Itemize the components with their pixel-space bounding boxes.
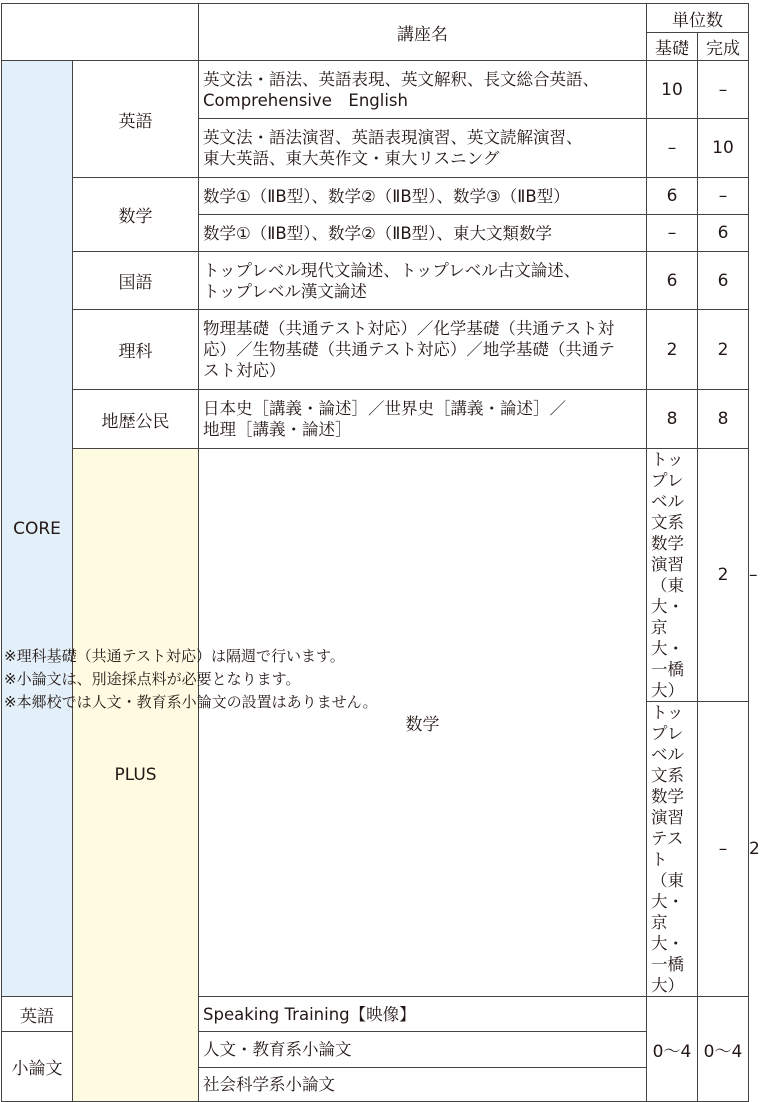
course-line: 物理基礎（共通テスト対応）／化学基礎（共通テスト対 (203, 319, 615, 338)
footnote: ※本郷校では人文・教育系小論文の設置はありません。 (4, 693, 378, 711)
basic-units: – (647, 215, 698, 252)
complete-units: 6 (698, 252, 749, 310)
course-line: 応）／生物基礎（共通テスト対応）／地学基礎（共通テ (203, 340, 615, 359)
subject-english: 英語 (73, 61, 199, 178)
table-row: トップレベル文系数学演習テスト（東大・京大・一橋大） – 2 (2, 702, 749, 997)
course-line: 東大英語、東大英作文・東大リスニング (203, 149, 500, 168)
basic-units: 2 (647, 310, 698, 390)
course-cell: トップレベル文系数学演習テスト（東大・京大・一橋大） (647, 702, 698, 997)
complete-units: 8 (698, 390, 749, 449)
course-cell (199, 252, 647, 310)
subject-japanese: 国語 (73, 252, 199, 310)
subject-social-studies: 地歴公民 (73, 390, 199, 449)
complete-units-shared: 0～4 (698, 997, 749, 1102)
course-cell (199, 310, 647, 390)
header-complete: 完成 (698, 33, 749, 61)
course-line: 英文法・語法演習、英語表現演習、英文読解演習、 (203, 128, 583, 147)
basic-units: 2 (698, 449, 749, 702)
complete-units: 6 (698, 215, 749, 252)
course-cell: 人文・教育系小論文 (199, 1032, 647, 1068)
header-corner (2, 4, 199, 61)
table-row (2, 252, 749, 310)
subject-math: 数学 (73, 178, 199, 252)
course-cell: トップレベル文系数学演習（東大・京大・一橋大） (647, 449, 698, 702)
group-label-plus: PLUS (73, 449, 199, 1102)
footnote: ※小論文は、別途採点料が必要となります。 (4, 670, 301, 688)
basic-units: 10 (647, 61, 698, 119)
subject-science: 理科 (73, 310, 199, 390)
course-line: トップレベル現代文論述、トップレベル古文論述、 (203, 260, 581, 280)
header-units: 単位数 (647, 4, 749, 33)
basic-units: 8 (647, 390, 698, 449)
course-table (1, 3, 760, 1102)
header-course-name: 講座名 (199, 4, 647, 61)
subject-plus-math: 数学 (199, 449, 647, 997)
footnote: ※理科基礎（共通テスト対応）は隔週で行います。 (4, 647, 345, 665)
course-line: スト対応） (203, 361, 286, 380)
group-label-core: CORE (2, 61, 73, 997)
course-cell: 数学①（ⅡB型）、数学②（ⅡB型）、東大文類数学 (199, 215, 647, 252)
complete-units: – (698, 61, 749, 119)
header-basic: 基礎 (647, 33, 698, 61)
basic-units: 6 (647, 178, 698, 215)
table-row (2, 310, 749, 390)
course-cell (199, 61, 647, 119)
course-cell: 社会科学系小論文 (199, 1068, 647, 1102)
footnotes (4, 645, 377, 714)
subject-essay: 小論文 (2, 1032, 73, 1102)
course-line: Comprehensive English (203, 90, 408, 110)
table-row (2, 178, 749, 215)
course-cell (199, 119, 647, 178)
table-row (2, 61, 749, 119)
subject-plus-english: 英語 (2, 997, 73, 1032)
course-line: トップレベル漢文論述 (203, 281, 367, 301)
basic-units: – (698, 702, 749, 997)
complete-units: – (698, 178, 749, 215)
basic-units-shared: 0～4 (647, 997, 698, 1102)
course-line: 日本史［講義・論述］／世界史［講義・論述］／ (203, 399, 566, 418)
table-row: PLUS 数学 トップレベル文系数学演習（東大・京大・一橋大） 2 – (2, 449, 749, 702)
course-cell: Speaking Training【映像】 (199, 997, 647, 1032)
course-line: 英文法・語法、英語表現、英文解釈、長文総合英語、 (203, 69, 599, 89)
complete-units: 10 (698, 119, 749, 178)
course-cell (199, 390, 647, 449)
basic-units: – (647, 119, 698, 178)
course-cell: 数学①（ⅡB型）、数学②（ⅡB型）、数学③（ⅡB型） (199, 178, 647, 215)
basic-units: 6 (647, 252, 698, 310)
table-row (2, 390, 749, 449)
course-line: 地理［講義・論述］ (203, 420, 352, 439)
complete-units: 2 (698, 310, 749, 390)
